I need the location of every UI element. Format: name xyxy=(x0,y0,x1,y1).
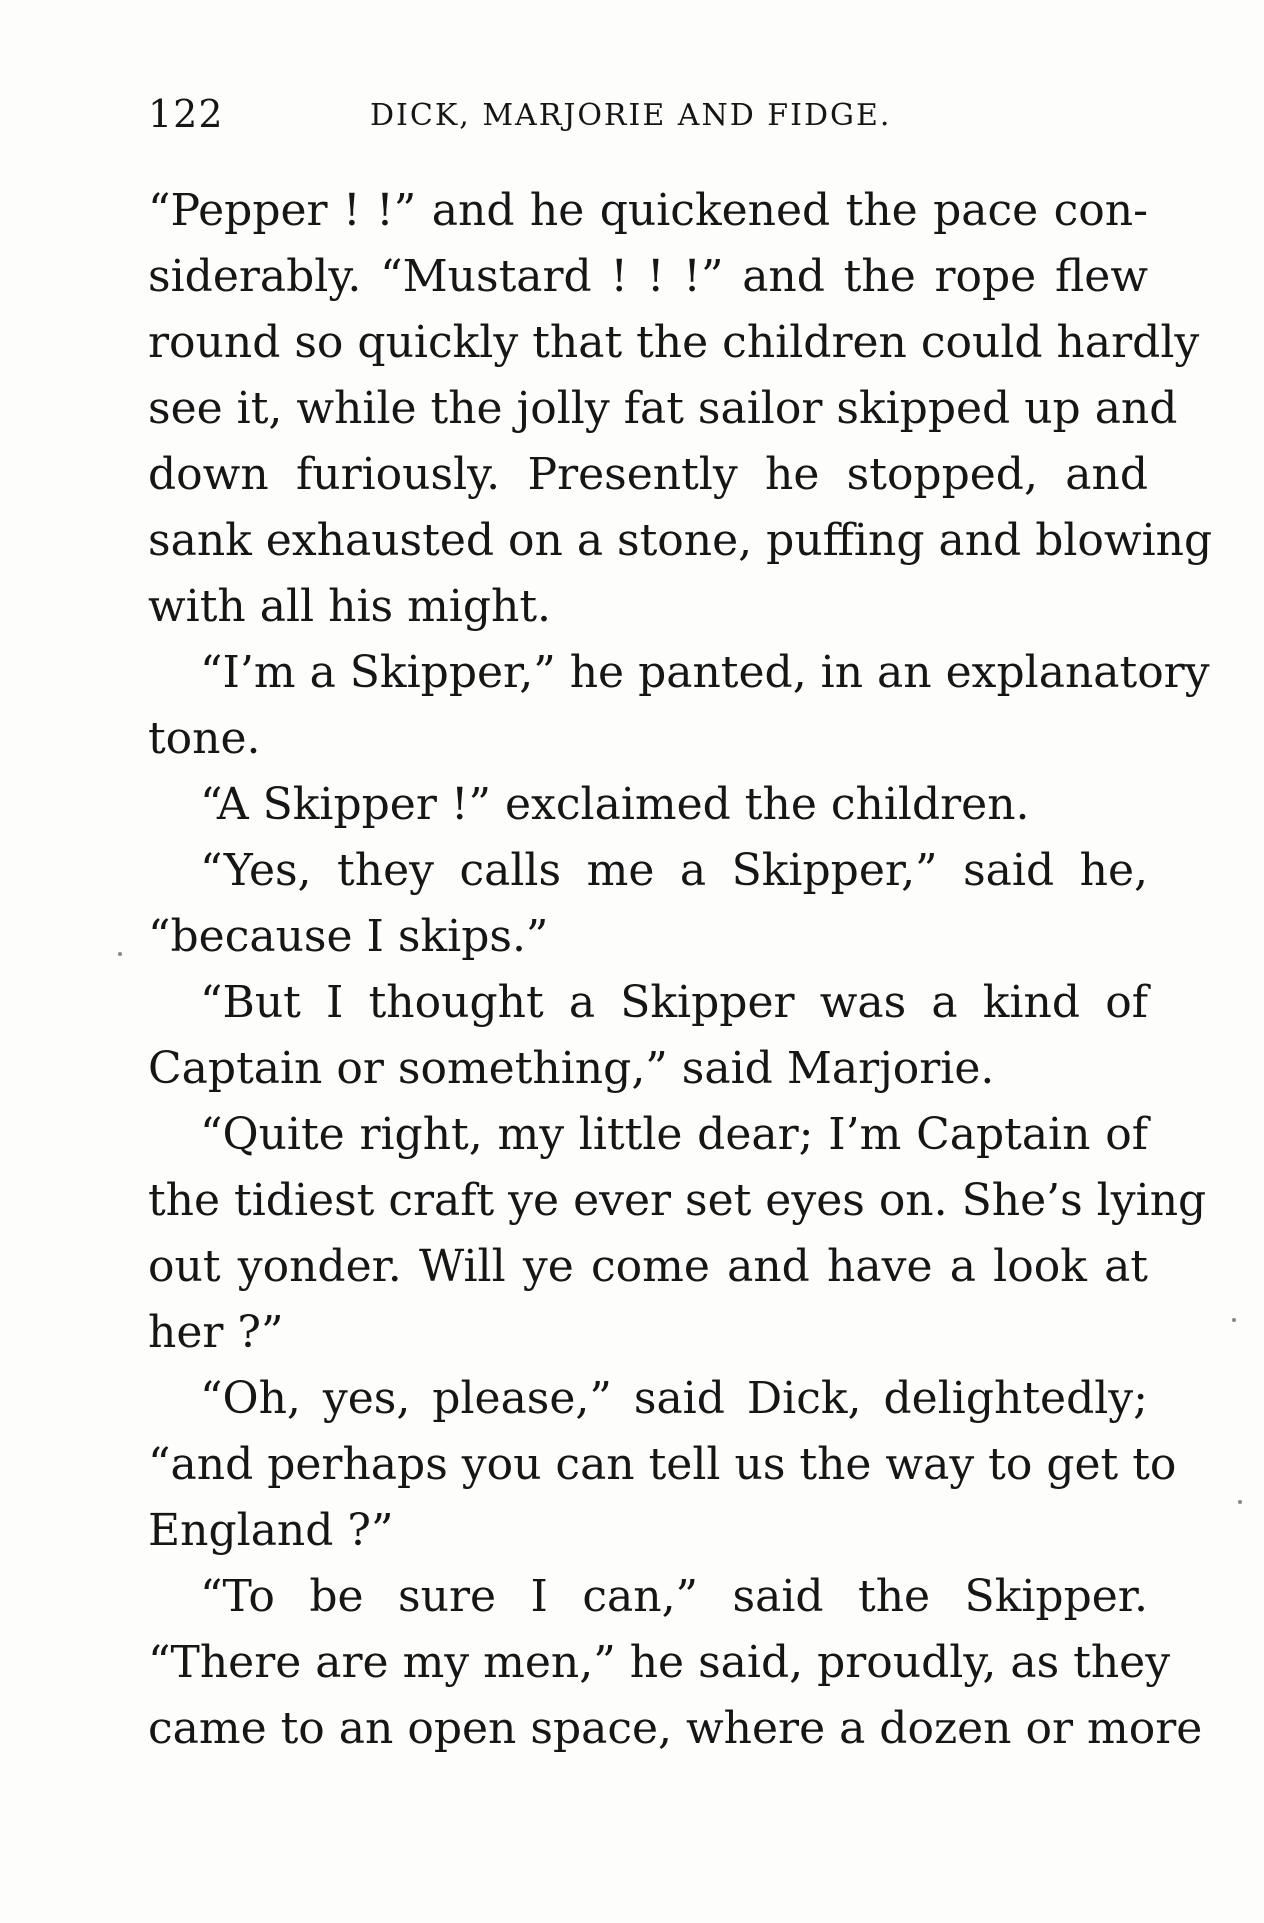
text-line: round so quickly that the children could hardly xyxy=(148,317,1200,368)
paper-speck xyxy=(1232,1318,1236,1322)
text-line: England ?” xyxy=(148,1505,394,1556)
text-line: Captain or something,” said Marjorie. xyxy=(148,1043,995,1094)
text-line: “Oh, yes, please,” said Dick, delightedly; xyxy=(200,1373,1148,1424)
text-line: siderably. “Mustard ! ! !” and the rope flew xyxy=(148,251,1148,302)
text-line: “I’m a Skipper,” he panted, in an explanatory xyxy=(200,647,1210,698)
running-title: DICK, MARJORIE AND FIDGE. xyxy=(370,98,892,133)
paper-speck xyxy=(118,952,122,956)
body-text xyxy=(148,178,1213,1762)
text-line: the tidiest craft ye ever set eyes on. She’s lying xyxy=(148,1175,1207,1226)
text-line: tone. xyxy=(148,713,261,764)
text-line: with all his might. xyxy=(148,581,552,632)
text-line: her ?” xyxy=(148,1307,284,1358)
text-line: “A Skipper !” exclaimed the children. xyxy=(200,779,1030,830)
text-line: “Pepper ! !” and he quickened the pace con- xyxy=(148,185,1148,236)
page-header xyxy=(148,92,1148,142)
text-line: “and perhaps you can tell us the way to get to xyxy=(148,1439,1177,1490)
text-line: sank exhausted on a stone, puffing and blowing xyxy=(148,515,1213,566)
text-line: “To be sure I can,” said the Skipper. xyxy=(200,1571,1148,1622)
text-line: “There are my men,” he said, proudly, as they xyxy=(148,1637,1171,1688)
text-line: see it, while the jolly fat sailor skipped up and xyxy=(148,383,1178,434)
text-line: out yonder. Will ye come and have a look at xyxy=(148,1241,1148,1292)
text-line: “Quite right, my little dear; I’m Captain of xyxy=(200,1109,1148,1160)
paper-speck xyxy=(1238,1500,1242,1504)
text-line: “Yes, they calls me a Skipper,” said he, xyxy=(200,845,1148,896)
text-line: “But I thought a Skipper was a kind of xyxy=(200,977,1148,1028)
text-line: came to an open space, where a dozen or more xyxy=(148,1703,1203,1754)
page-number: 122 xyxy=(148,92,224,136)
text-line: down furiously. Presently he stopped, and xyxy=(148,449,1148,500)
text-line: “because I skips.” xyxy=(148,911,549,962)
